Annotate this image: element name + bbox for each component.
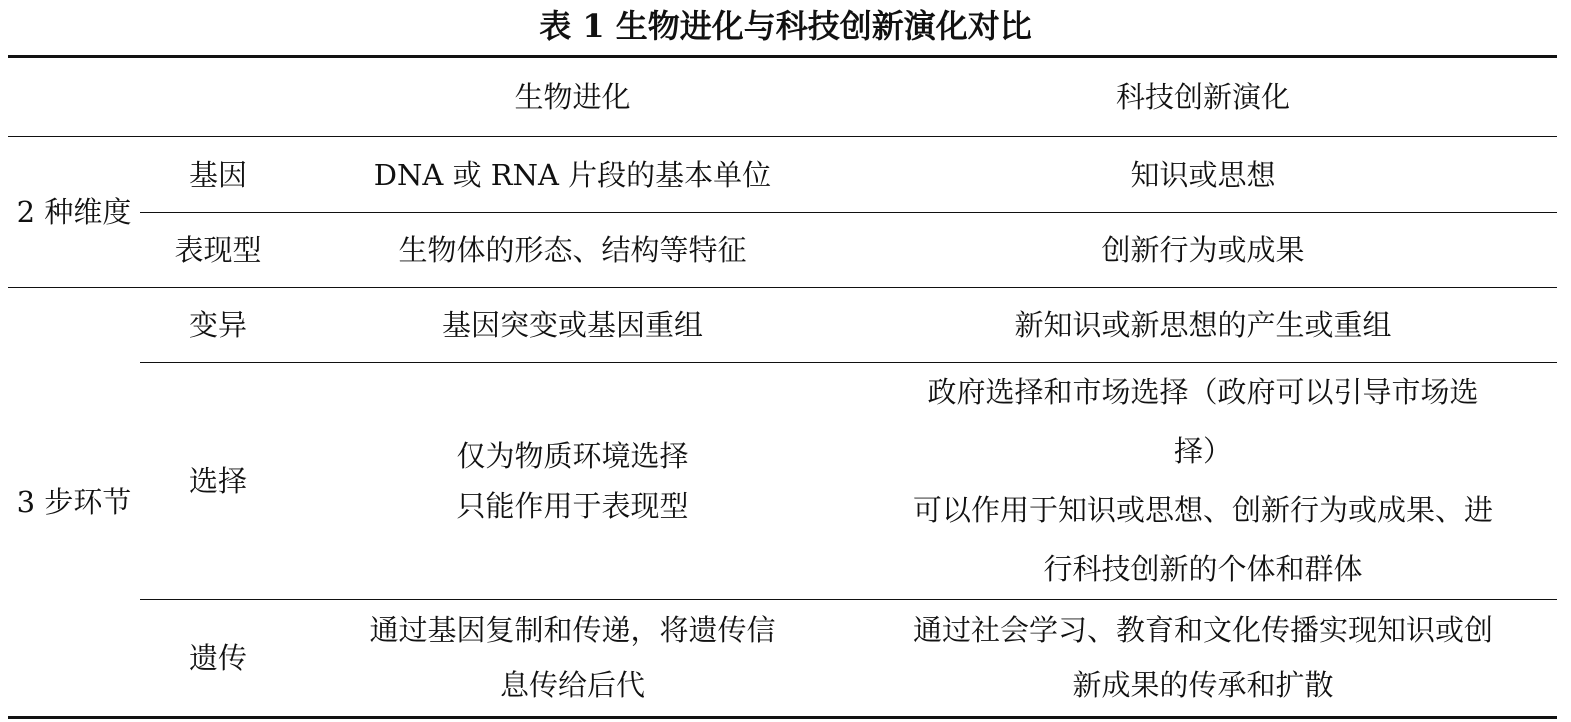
heredity-tech-line: 新成果的传承和扩散 xyxy=(1072,668,1334,702)
variation-bio-cell: 基因突变或基因重组 xyxy=(296,288,849,363)
table-row-gene xyxy=(8,137,1557,213)
header-blank-label xyxy=(140,57,296,137)
selection-tech-cell xyxy=(849,363,1557,600)
row-label-heredity: 遗传 xyxy=(188,641,247,675)
phenotype-tech-cell: 创新行为或成果 xyxy=(849,213,1557,288)
heredity-bio-line: 通过基因复制和传递，将遗传信 xyxy=(369,613,776,647)
variation-tech-cell: 新知识或新思想的产生或重组 xyxy=(849,288,1557,363)
selection-bio-cell xyxy=(296,363,849,600)
header-tech-evolution: 科技创新演化 xyxy=(849,57,1557,137)
heredity-bio-cell xyxy=(296,600,849,718)
header-blank-group xyxy=(8,57,140,137)
row-label-variation: 变异 xyxy=(140,288,296,363)
table-caption: 表 1 生物进化与科技创新演化对比 xyxy=(539,7,1032,45)
group-steps: 3 步环节 xyxy=(16,485,132,519)
gene-tech-cell: 知识或思想 xyxy=(849,137,1557,213)
gene-bio-cell: DNA 或 RNA 片段的基本单位 xyxy=(296,137,849,213)
header-bio-evolution: 生物进化 xyxy=(296,57,849,137)
table-header-row xyxy=(8,57,1557,137)
comparison-table xyxy=(8,55,1557,719)
heredity-tech-line: 通过社会学习、教育和文化传播实现知识或创 xyxy=(912,613,1493,647)
table-row-selection xyxy=(8,363,1557,600)
row-label-selection: 选择 xyxy=(140,363,296,600)
row-label-phenotype: 表现型 xyxy=(140,213,296,288)
selection-tech-line: 择） xyxy=(1173,434,1232,468)
selection-tech-line: 行科技创新的个体和群体 xyxy=(1043,552,1363,586)
group-dimensions: 2 种维度 xyxy=(8,137,140,288)
heredity-tech-cell xyxy=(849,600,1557,718)
row-label-gene: 基因 xyxy=(140,137,296,213)
selection-bio-line: 只能作用于表现型 xyxy=(456,489,689,523)
selection-tech-line: 可以作用于知识或思想、创新行为或成果、进 xyxy=(912,493,1493,527)
table-row-heredity xyxy=(8,600,1557,718)
phenotype-bio-cell: 生物体的形态、结构等特征 xyxy=(296,213,849,288)
table-row-phenotype xyxy=(8,213,1557,288)
heredity-bio-line: 息传给后代 xyxy=(499,668,645,702)
selection-tech-line: 政府选择和市场选择（政府可以引导市场选 xyxy=(927,375,1479,409)
selection-bio-line: 仅为物质环境选择 xyxy=(456,439,689,473)
table-row-variation xyxy=(8,288,1557,363)
